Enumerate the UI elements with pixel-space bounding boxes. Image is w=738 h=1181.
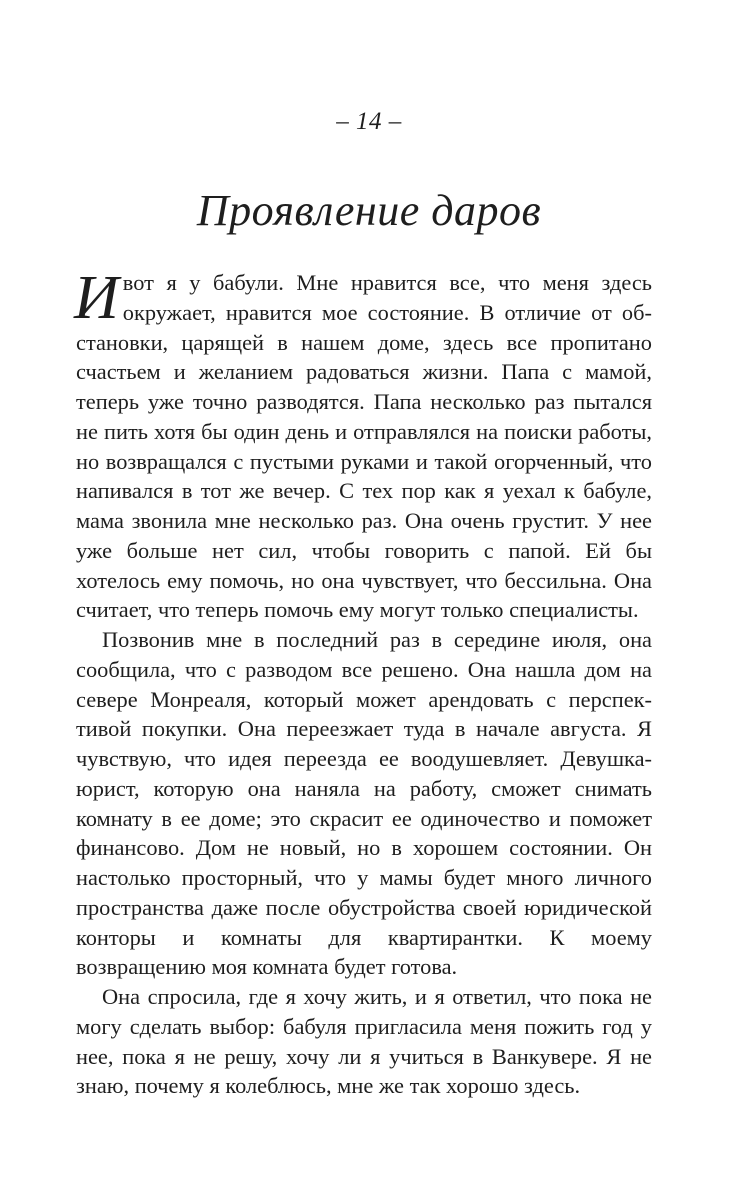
- paragraph-2: Позвонив мне в последний раз в середине июля, она сообщила, что с разводом все решено. Она нашла дом на севере Монреаля, который может арендовать с перспективой покупки. Она переезжает туда в начале августа. Я чувствую, что идея переезда ее воодушевляет. Девушка-юрист, которую она наняла на работу, сможет снимать комнату в ее доме; это скрасит ее одиночество и поможет финансово. Дом не новый, но в хорошем состоянии. Он настолько просторный, что у мамы будет много личного пространства даже после обустройства своей юридической конторы и комнаты для квартирантки. К моему возвращению моя комната будет готова.: [76, 627, 652, 980]
- paragraph-1: [74, 264, 652, 625]
- paragraph-1-text: вот я у бабули. Мне нравится все, что меня здесь окружает, нравится мое состояние. В отличие от обстановки, царящей в нашем доме, здесь все пропитано счастьем и желанием радоваться жизни. Папа с мамой, теперь уже точно разводятся. Папа несколько раз пытался не пить хотя бы один день и отправлялся на поиски работы, но возвращался с пустыми руками и такой огорченный, что напивался в тот же вечер. С тех пор как я уехал к бабуле, мама звонила мне несколько раз. Она очень грустит. У нее уже больше нет сил, чтобы говорить с папой. Ей бы хотелось ему помочь, но она чувствует, что бессильна. Она считает, что теперь помочь ему могут только специалисты.: [76, 270, 652, 623]
- drop-cap: И: [74, 264, 119, 332]
- body-text: [74, 264, 652, 1101]
- chapter-title: Проявление даров: [196, 186, 542, 235]
- paragraph-3: Она спросила, где я хочу жить, и я ответил, что пока не могу сделать выбор: бабуля пригласила меня пожить год у нее, пока я не решу, хочу ли я учиться в Ванкувере. Я не знаю, почему я колеблюсь, мне же так хорошо здесь.: [76, 984, 652, 1099]
- page-number: – 14 –: [336, 108, 402, 135]
